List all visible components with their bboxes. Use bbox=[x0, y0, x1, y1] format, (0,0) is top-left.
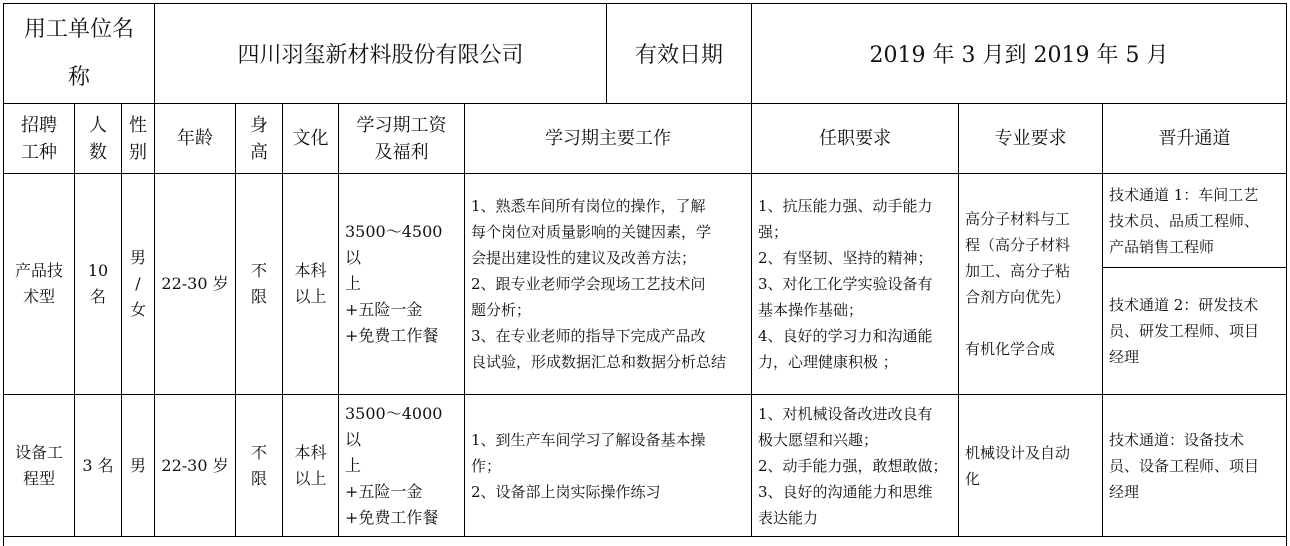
row1-requirements: 1、抗压能力强、动手能力 强； 2、有坚韧、坚持的精神； 3、对化工化学实验设备有 基本操作基础； 4、良好的学习力和沟通能 力，心理健康积极 ； bbox=[751, 173, 959, 395]
col-age: 年龄 bbox=[154, 103, 236, 174]
row1-education: 本科 以上 bbox=[282, 173, 339, 395]
row1-promotion-2: 技术通道 2：研发技术 员、研发工程师、项目 经理 bbox=[1102, 267, 1287, 395]
employer-label: 用工单位名 称 bbox=[23, 16, 134, 90]
row2-requirements: 1、对机械设备改进改良有 极大愿望和兴趣； 2、动手能力强，敢想敢做； 3、良好的沟通能力和思维 表达能力 bbox=[751, 394, 959, 537]
valid-label-cell bbox=[606, 3, 752, 104]
row2-gender: 男 bbox=[121, 394, 155, 537]
row1-gender: 男 / 女 bbox=[121, 173, 155, 395]
valid-label: 有效日期 bbox=[634, 43, 723, 68]
row1-count: 10 名 bbox=[74, 173, 122, 395]
col-gender: 性 别 bbox=[121, 103, 155, 174]
col-job-type: 招聘 工种 bbox=[3, 103, 75, 174]
row2-main-work: 1、到生产车间学习了解设备基本操 作； 2、设备部上岗实际操作练习 bbox=[464, 394, 752, 537]
employer-label-cell bbox=[3, 3, 155, 104]
row1-main-work: 1、熟悉车间所有岗位的操作，了解 每个岗位对质量影响的关键因素，学 会提出建设性的建议及改善方法； 2、跟专业老师学会现场工艺技术问 题分析； 3、在专业老师的指导下完成产品改 良试验，形成数据汇总和数据分析总结 bbox=[464, 173, 752, 395]
row2-salary: 3500～4000 以 上 +五险一金 +免费工作餐 bbox=[338, 394, 465, 537]
row1-job-type: 产品技 术型 bbox=[3, 173, 75, 395]
company-name: 四川羽玺新材料股份有限公司 bbox=[237, 43, 524, 68]
row1-height: 不 限 bbox=[235, 173, 283, 395]
col-major: 专业要求 bbox=[958, 103, 1103, 174]
col-count: 人 数 bbox=[74, 103, 122, 174]
row2-promotion: 技术通道：设备技术 员、设备工程师、项目 经理 bbox=[1102, 394, 1287, 537]
row3-partial-strip bbox=[3, 536, 1287, 546]
col-salary: 学习期工资 及福利 bbox=[338, 103, 465, 174]
row1-promotion-1: 技术通道 1：车间工艺 技术员、品质工程师、 产品销售工程师 bbox=[1102, 173, 1287, 268]
valid-range-cell bbox=[751, 3, 1287, 104]
valid-range: 2019 年 3 月到 2019 年 5 月 bbox=[869, 43, 1169, 68]
col-height: 身 高 bbox=[235, 103, 283, 174]
row2-count: 3 名 bbox=[74, 394, 122, 537]
row1-salary: 3500～4500 以 上 +五险一金 +免费工作餐 bbox=[338, 173, 465, 395]
col-education: 文化 bbox=[282, 103, 339, 174]
row2-education: 本科 以上 bbox=[282, 394, 339, 537]
col-main-work: 学习期主要工作 bbox=[464, 103, 752, 174]
company-name-cell bbox=[154, 3, 607, 104]
col-requirements: 任职要求 bbox=[751, 103, 959, 174]
row2-height: 不 限 bbox=[235, 394, 283, 537]
row1-age: 22-30 岁 bbox=[154, 173, 236, 395]
col-promotion: 晋升通道 bbox=[1102, 103, 1287, 174]
row2-age: 22-30 岁 bbox=[154, 394, 236, 537]
row2-major: 机械设计及自动 化 bbox=[958, 394, 1103, 537]
row1-major: 高分子材料与工 程（高分子材料 加工、高分子粘 合剂方向优先） 有机化学合成 bbox=[958, 173, 1103, 395]
row2-job-type: 设备工 程型 bbox=[3, 394, 75, 537]
